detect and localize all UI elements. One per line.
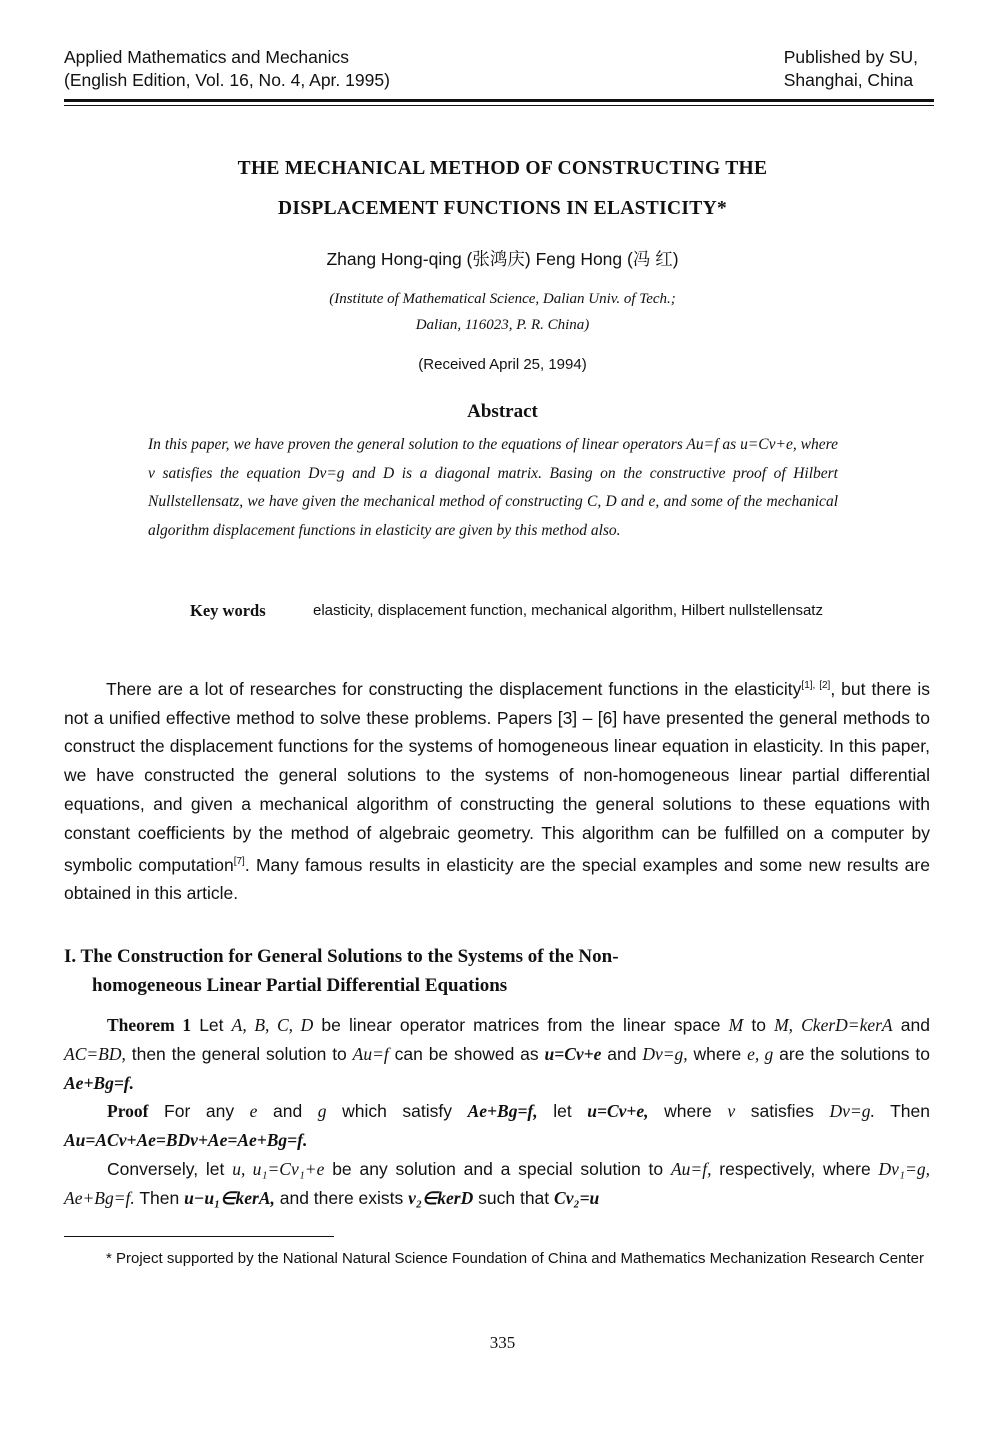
keywords-label: Key words (190, 601, 266, 620)
authors: Zhang Hong-qing (张鸿庆) Feng Hong (冯 红) (326, 249, 679, 269)
math-equation: Au=f, (670, 1159, 712, 1179)
converse-text: be any solution and a special solution to (332, 1159, 664, 1179)
math-equation: Dv=g. (829, 1101, 875, 1121)
journal-name: Applied Mathematics and Mechanics (64, 47, 350, 67)
proof-text: where (664, 1101, 712, 1121)
math-equation: Dv₁=g, Ae+Bg=f. (64, 1159, 930, 1208)
proof-text: and (273, 1101, 303, 1121)
math-equation: Ae+Bg=f. (64, 1072, 135, 1093)
proof (64, 1097, 930, 1155)
math-equation: u=Cv+e, (587, 1101, 649, 1121)
publisher-name: Published by SU, (783, 47, 918, 67)
math-kernel-condition: CkerD=kerA (801, 1015, 893, 1035)
theorem-text: Let (199, 1015, 224, 1035)
section-1-heading (64, 942, 930, 1000)
header-rule-thin (64, 105, 934, 106)
math-operators: A, B, C, D (231, 1015, 314, 1035)
math-variables: e, g (747, 1043, 774, 1064)
proof-text: Then (890, 1101, 930, 1121)
section-1-heading-line-2: homogeneous Linear Partial Differential Equations (92, 975, 508, 996)
affiliation-line-1: (Institute of Mathematical Science, Dalian Univ. of Tech.; (329, 291, 676, 307)
math-equation: Ae+Bg=f, (467, 1101, 538, 1121)
received-date: (Received April 25, 1994) (418, 356, 587, 373)
theorem-text: can be showed as (394, 1043, 539, 1064)
publisher-location: Shanghai, China (783, 70, 914, 90)
converse-text: Then (139, 1187, 180, 1208)
footnote: * Project supported by the National Natural Science Foundation of China and Mathematics Mechanization Research Center (106, 1250, 924, 1267)
converse-paragraph (64, 1155, 930, 1213)
converse-text: such that (478, 1187, 550, 1208)
page-number: 335 (489, 1333, 516, 1352)
math-kernel-membership: u−u₁∈kerA, (184, 1187, 275, 1208)
journal-info (64, 46, 390, 92)
theorem-text: then the general solution to (131, 1043, 347, 1064)
paper-title-line-1: THE MECHANICAL METHOD OF CONSTRUCTING THE (237, 158, 768, 179)
abstract-heading: Abstract (467, 401, 538, 422)
theorem-text: to (751, 1015, 766, 1035)
theorem-text: and (607, 1043, 637, 1064)
intro-text-1: There are a lot of researches for constructing the displacement functions in the elasticity (106, 678, 802, 699)
affiliation-line-2: Dalian, 116023, P. R. China) (415, 317, 590, 333)
publisher-info (784, 46, 918, 92)
math-space: M (728, 1015, 744, 1035)
section-1-heading-line-1: I. The Construction for General Solutions to the Systems of the Non- (64, 946, 619, 967)
proof-label: Proof (107, 1101, 149, 1121)
intro-text-3: . Many famous results in elasticity are the special examples and some new results are obtained in this article. (64, 854, 930, 904)
converse-text: respectively, where (719, 1159, 871, 1179)
proof-text: satisfies (750, 1101, 814, 1121)
proof-text: which satisfy (342, 1101, 453, 1121)
intro-text-2: , but there is not a unified effective method to solve these problems. Papers [3] – [6] have presented the general methods to construct the displacement functions for the systems of homogeneous linear equation in elasticity. In this paper, we have constructed the general solutions to the systems of non-homogeneous linear partial differential equations, and given a mechanical algorithm of constructing the general solutions to these equations with constant coefficients by the method of algebraic geometry. This algorithm can be fulfilled on a computer by symbolic computation (64, 678, 930, 875)
journal-edition: (English Edition, Vol. 16, No. 4, Apr. 1995) (64, 70, 390, 90)
math-equation: Cv₂=u (554, 1187, 600, 1208)
math-variable: v (727, 1101, 736, 1121)
theorem-text: are the solutions to (779, 1043, 930, 1064)
keywords-text: elasticity, displacement function, mechanical algorithm, Hilbert nullstellensatz (313, 602, 823, 619)
theorem-text: where (693, 1043, 742, 1064)
theorem-text: be linear operator matrices from the linear space (321, 1015, 721, 1035)
footnote-rule (64, 1236, 334, 1237)
math-variable: e (249, 1101, 258, 1121)
math-solution: u, u₁=Cv₁+e (232, 1159, 325, 1179)
theorem-text: and (900, 1015, 930, 1035)
math-equation: Dv=g, (642, 1043, 688, 1064)
proof-text: let (553, 1101, 572, 1121)
theorem-label: Theorem 1 (107, 1015, 192, 1035)
math-derivation: Au=ACv+Ae=BDv+Ae=Ae+Bg=f. (64, 1129, 308, 1150)
citation-1-2[interactable]: [1], [2] (801, 680, 831, 691)
citation-7[interactable]: [7] (233, 855, 245, 867)
intro-paragraph (64, 672, 930, 908)
math-solution: u=Cv+e (544, 1043, 602, 1064)
theorem-1 (64, 1011, 930, 1097)
converse-text: and there exists (279, 1187, 404, 1208)
math-commute-condition: AC=BD, (64, 1043, 126, 1064)
header-rule-thick (64, 99, 934, 102)
converse-text: Conversely, let (107, 1159, 225, 1179)
paper-title-line-2: DISPLACEMENT FUNCTIONS IN ELASTICITY* (277, 198, 728, 219)
math-variable: g (317, 1101, 327, 1121)
math-equation: Au=f (352, 1043, 389, 1064)
abstract-text: In this paper, we have proven the general solution to the equations of linear operators Au=f as u=Cv+e, where v satisfies the equation Dv=g and D is a diagonal matrix. Basing on the constructive proof of Hilbert Nullstellensatz, we have given the mechanical method of constructing C, D and e, and some of the mechanical algorithm displacement functions in elasticity are given by this method also. (148, 436, 838, 539)
math-space: M, (774, 1015, 794, 1035)
math-kernel-membership: v₂∈kerD (408, 1187, 474, 1208)
proof-text: For any (164, 1101, 235, 1121)
